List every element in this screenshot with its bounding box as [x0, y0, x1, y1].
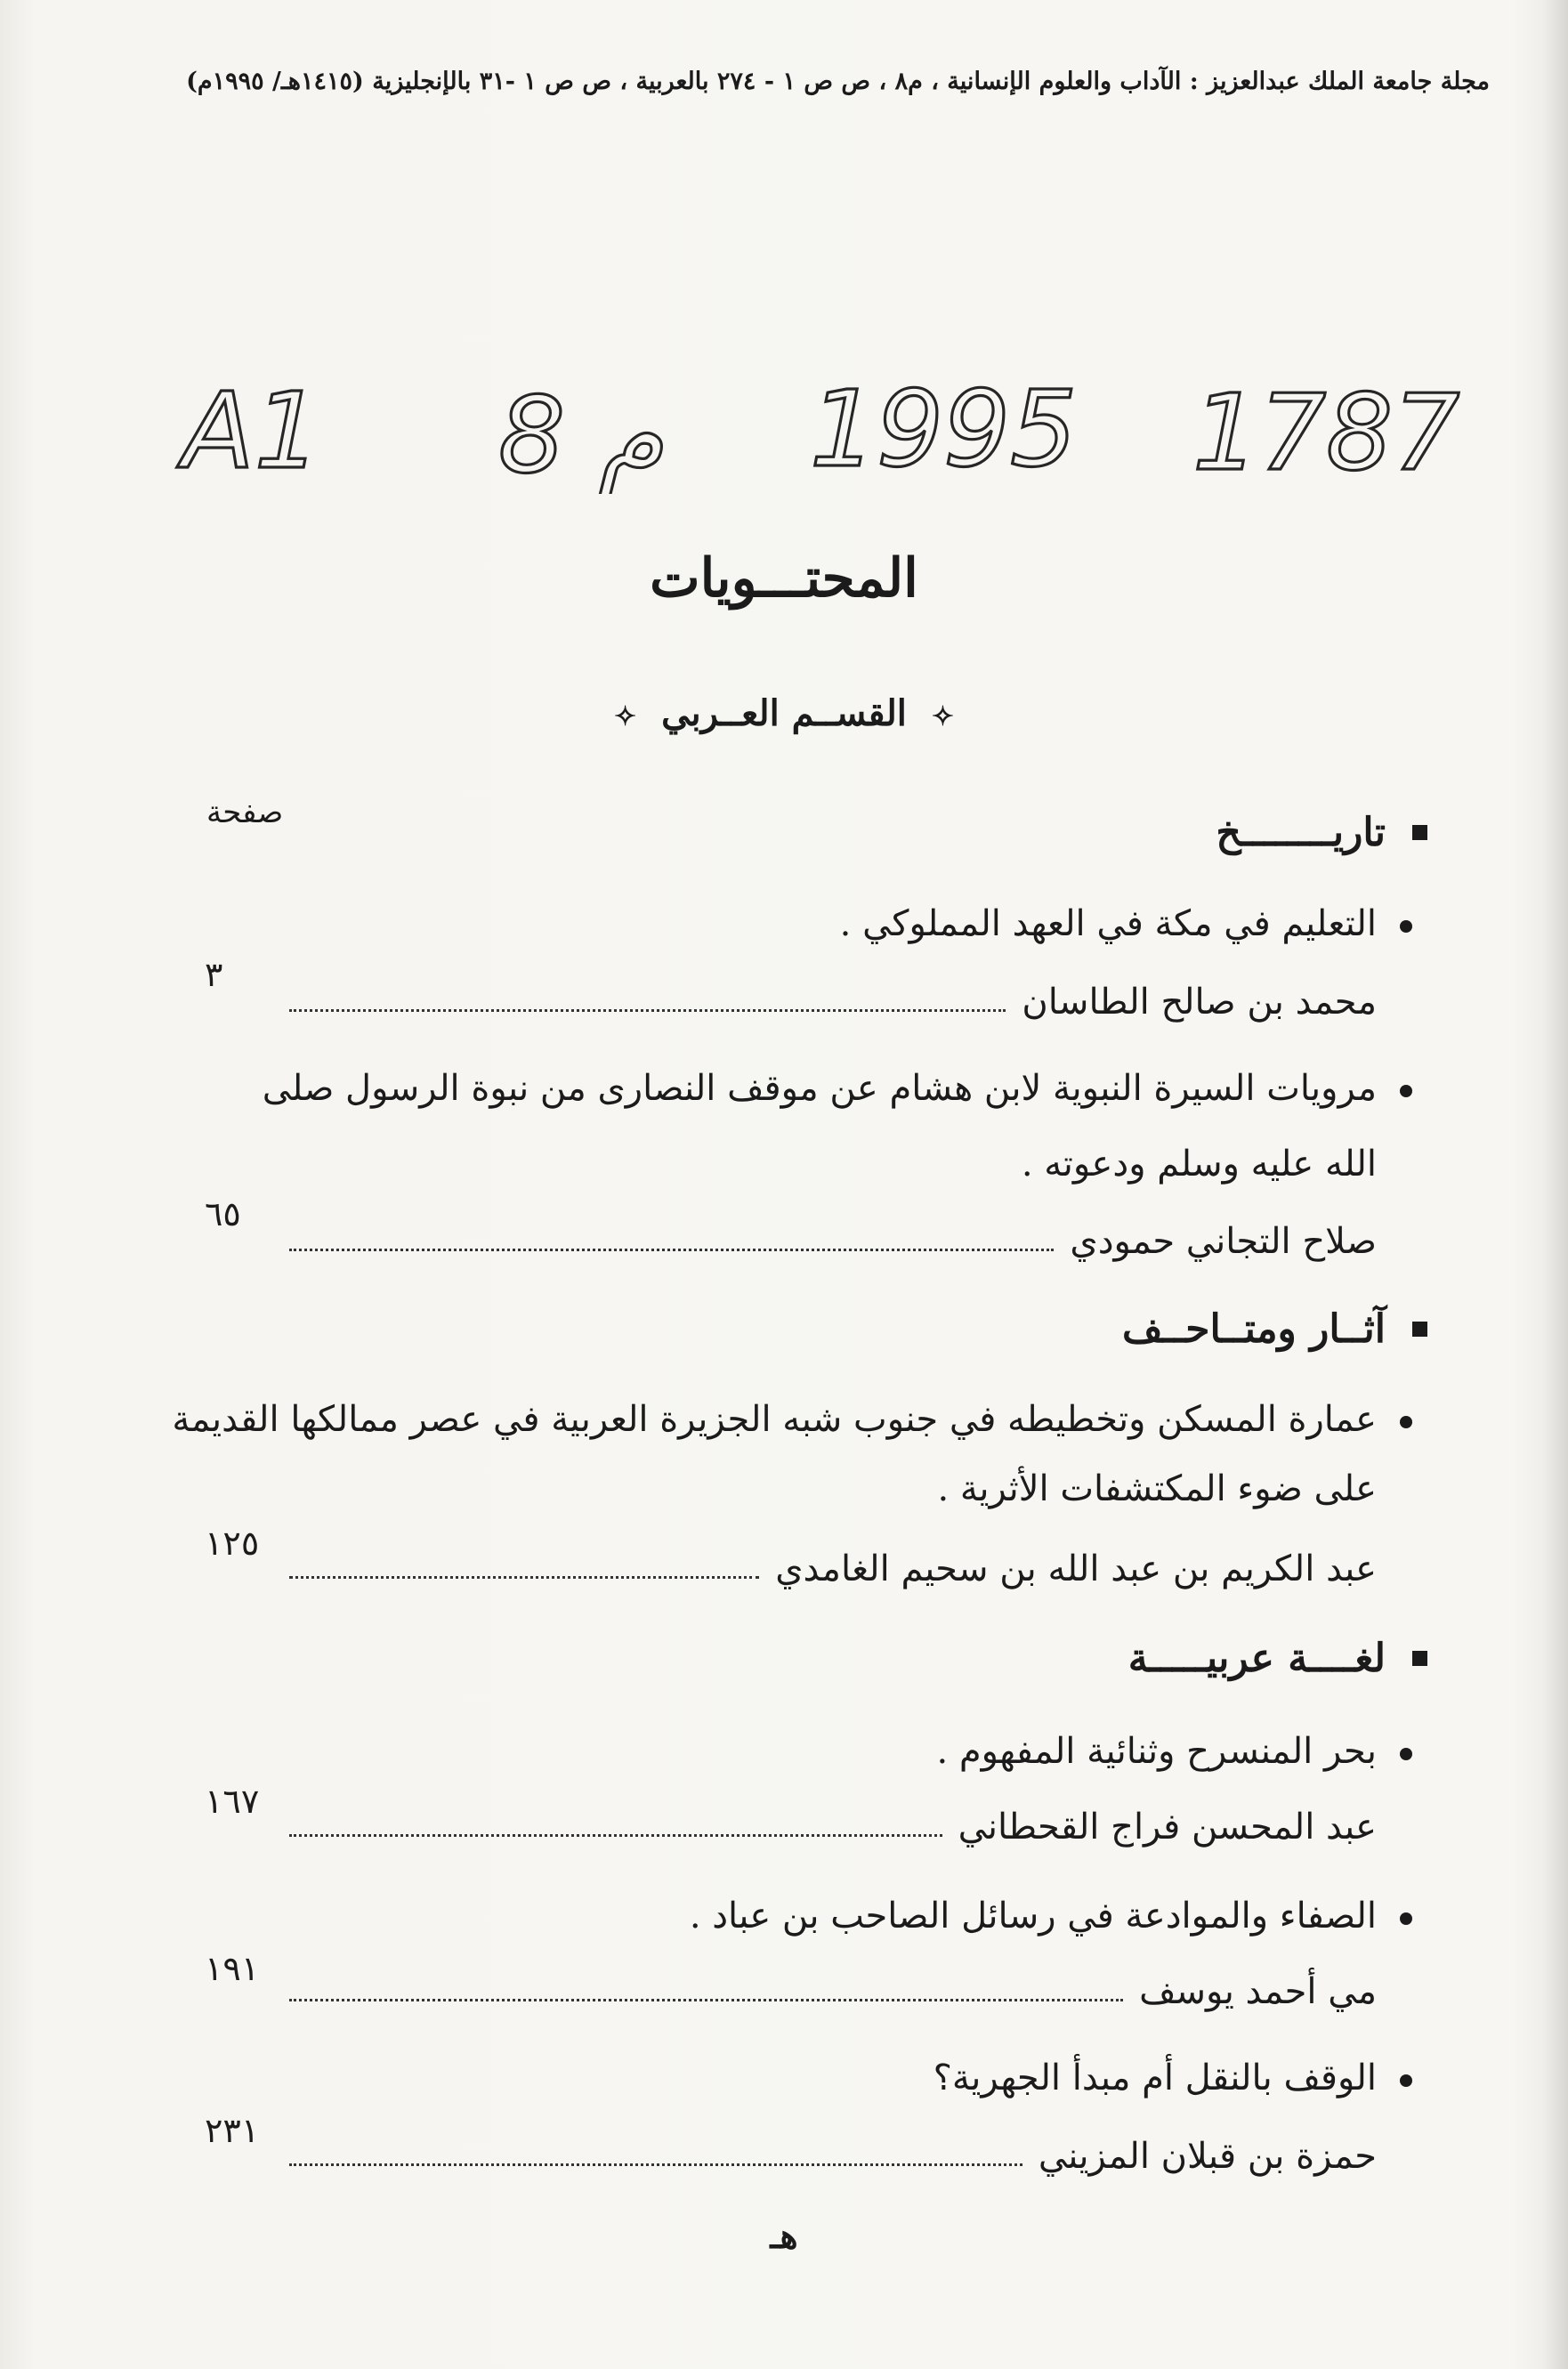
ornament-left-icon: ✧ [614, 700, 637, 732]
category-name: لغــــة عربيـــــة [1128, 1636, 1386, 1681]
toc-author-row [205, 1798, 1377, 1847]
toc-author: حمزة بن قبلان المزيني [1038, 2136, 1377, 2177]
toc-page-number: ٦٥ [205, 1194, 241, 1233]
ornament-right-icon: ✧ [931, 700, 954, 732]
dot-leader [289, 1834, 942, 1837]
toc-entry-title: بحر المنسرح وثنائية المفهوم . [936, 1731, 1412, 1772]
square-bullet-icon [1412, 825, 1427, 840]
category-heading-arabic-language [1128, 1636, 1427, 1681]
toc-entry-title: مرويات السيرة النبوية لابن هشام عن موقف النصارى من نبوة الرسول صلى [263, 1068, 1412, 1109]
toc-page-number: ٣ [205, 955, 223, 994]
toc-entry-title: عمارة المسكن وتخطيطه في جنوب شبه الجزيرة العربية في عصر ممالكها القديمة [172, 1399, 1412, 1440]
toc-page-number: ١٢٥ [205, 1524, 260, 1563]
dot-leader [289, 1009, 1006, 1012]
toc-page-number: ١٩١ [205, 1949, 260, 1988]
toc-author: عبد المحسن فراج القحطاني [958, 1807, 1377, 1847]
toc-author-row [205, 1540, 1377, 1589]
toc-author-row [205, 2127, 1377, 2177]
section-name: القســم العــربي [661, 692, 907, 734]
dot-leader [289, 1999, 1123, 2001]
page-footer-mark: هـ [770, 2216, 798, 2256]
handwritten-note-4: 1787 [1192, 371, 1460, 494]
toc-entry-title-continued: على ضوء المكتشفات الأثرية . [937, 1468, 1377, 1509]
toc-page-number: ٢٣١ [205, 2111, 260, 2150]
spine-shadow [1543, 0, 1568, 2369]
running-header: مجلة جامعة الملك عبدالعزيز : الآداب والعلوم الإنسانية ، م٨ ، ص ص ١ - ٢٧٤ بالعربية ، ص ص ١ -٣١ بالإنجليزية (١٤١٥هـ/ ١٩٩٥م) [186, 68, 1490, 95]
toc-entry-title: الصفاء والموادعة في رسائل الصاحب بن عباد . [690, 1896, 1412, 1936]
toc-author: صلاح التجاني حمودي [1070, 1221, 1377, 1262]
toc-entry-title: الوقف بالنقل أم مبدأ الجهرية؟ [934, 2058, 1412, 2098]
dot-leader [289, 1249, 1054, 1251]
category-name: تاريــــــــخ [1216, 810, 1386, 855]
handwritten-notes-svg [169, 360, 1486, 494]
handwritten-note-3: 1995 [810, 368, 1078, 490]
category-heading-history [1216, 810, 1427, 855]
handwritten-note-1: A1 [182, 369, 321, 492]
square-bullet-icon [1412, 1322, 1427, 1337]
toc-author: محمد بن صالح الطاسان [1022, 982, 1377, 1023]
toc-author: عبد الكريم بن عبد الله بن سحيم الغامدي [775, 1548, 1377, 1589]
toc-author-row [205, 973, 1377, 1023]
contents-title: المحتـــويات [650, 547, 918, 610]
category-heading-archaeology [1122, 1306, 1427, 1352]
handwritten-note-2: 8 م [498, 374, 664, 494]
toc-author-row [205, 1212, 1377, 1262]
section-heading [0, 692, 1568, 734]
toc-page-number: ١٦٧ [205, 1782, 260, 1821]
page-column-label: صفحة [206, 795, 284, 830]
toc-author-row [205, 1962, 1377, 2012]
handwritten-annotation [169, 360, 1486, 494]
dot-leader [289, 1576, 759, 1579]
toc-entry-title-continued: الله عليه وسلم ودعوته . [1021, 1144, 1377, 1184]
category-name: آثــار ومتــاحــف [1121, 1306, 1386, 1352]
dot-leader [289, 2163, 1022, 2166]
toc-author: مي أحمد يوسف [1139, 1971, 1377, 2012]
square-bullet-icon [1412, 1651, 1427, 1666]
toc-entry-title: التعليم في مكة في العهد المملوكي . [840, 903, 1412, 944]
